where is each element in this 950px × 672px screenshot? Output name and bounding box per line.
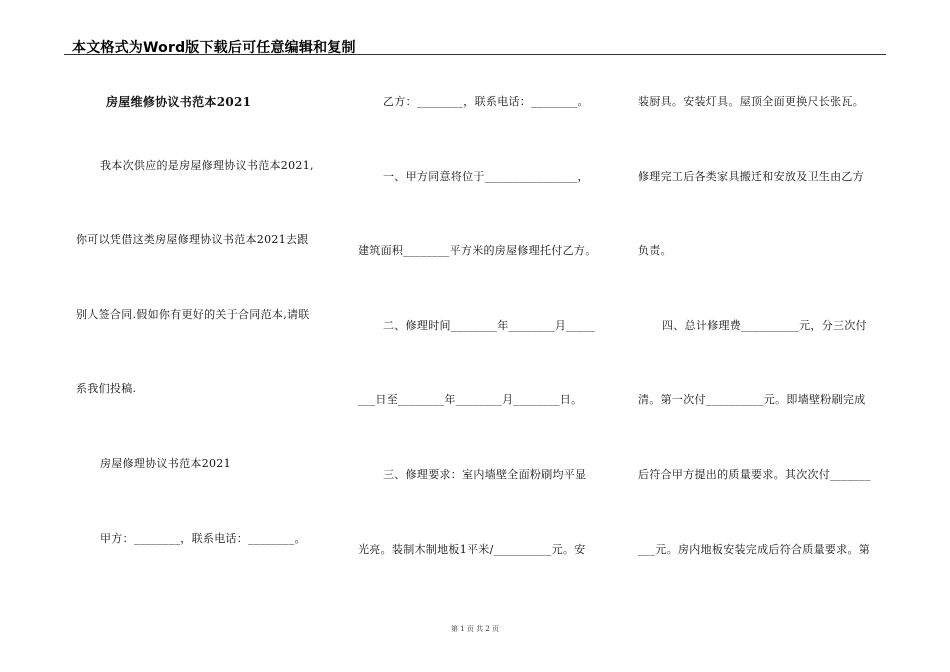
col1-line-2: 你可以凭借这类房屋修理协议书范本2021去跟 bbox=[76, 233, 309, 246]
col1-line-4: 系我们投稿. bbox=[76, 382, 137, 395]
col3-line-4: 四、总计修理费__________元，分三次付 bbox=[662, 319, 867, 332]
page-number-footer: 第 1 页 共 2 页 bbox=[450, 625, 500, 633]
col2-line-4: 二、修理时间________年________月_____ bbox=[383, 319, 596, 332]
col1-line-6: 甲方：________，联系电话：________。 bbox=[100, 532, 306, 545]
col2-line-3: 建筑面积________平方米的房屋修理托付乙方。 bbox=[358, 244, 597, 257]
document-header-title: 本文格式为Word版下载后可任意编辑和复制 bbox=[72, 40, 356, 56]
col2-line-7: 光亮。装制木制地板1平米/__________元。安 bbox=[358, 543, 586, 556]
col3-line-1: 装厨具。安装灯具。屋顶全面更换尺长张瓦。 bbox=[638, 95, 864, 108]
col1-line-1: 我本次供应的是房屋修理协议书范本2021, bbox=[100, 159, 314, 172]
document-title: 房屋维修协议书范本2021 bbox=[106, 95, 252, 109]
col1-line-3: 别人签合同.假如你有更好的关于合同范本,请联 bbox=[76, 308, 310, 321]
col2-line-1: 乙方：________，联系电话：________。 bbox=[383, 95, 589, 108]
col3-line-5: 清。第一次付__________元。即墙壁粉刷完成 bbox=[638, 393, 866, 406]
col3-line-2: 修理完工后各类家具搬迁和安放及卫生由乙方 bbox=[638, 170, 864, 183]
header-divider bbox=[64, 54, 886, 55]
col2-line-6: 三、修理要求：室内墙壁全面粉刷均平显 bbox=[383, 468, 587, 481]
col1-line-5: 房屋修理协议书范本2021 bbox=[100, 457, 231, 470]
col3-line-7: ___元。房内地板安装完成后符合质量要求。第 bbox=[638, 543, 871, 556]
col2-line-2: 一、甲方同意将位于________________， bbox=[383, 170, 589, 183]
col3-line-6: 后符合甲方提出的质量要求。其次次付_______ bbox=[638, 468, 871, 481]
col3-line-3: 负责。 bbox=[638, 244, 672, 257]
col2-line-5: ___日至________年________月________日。 bbox=[358, 393, 583, 406]
